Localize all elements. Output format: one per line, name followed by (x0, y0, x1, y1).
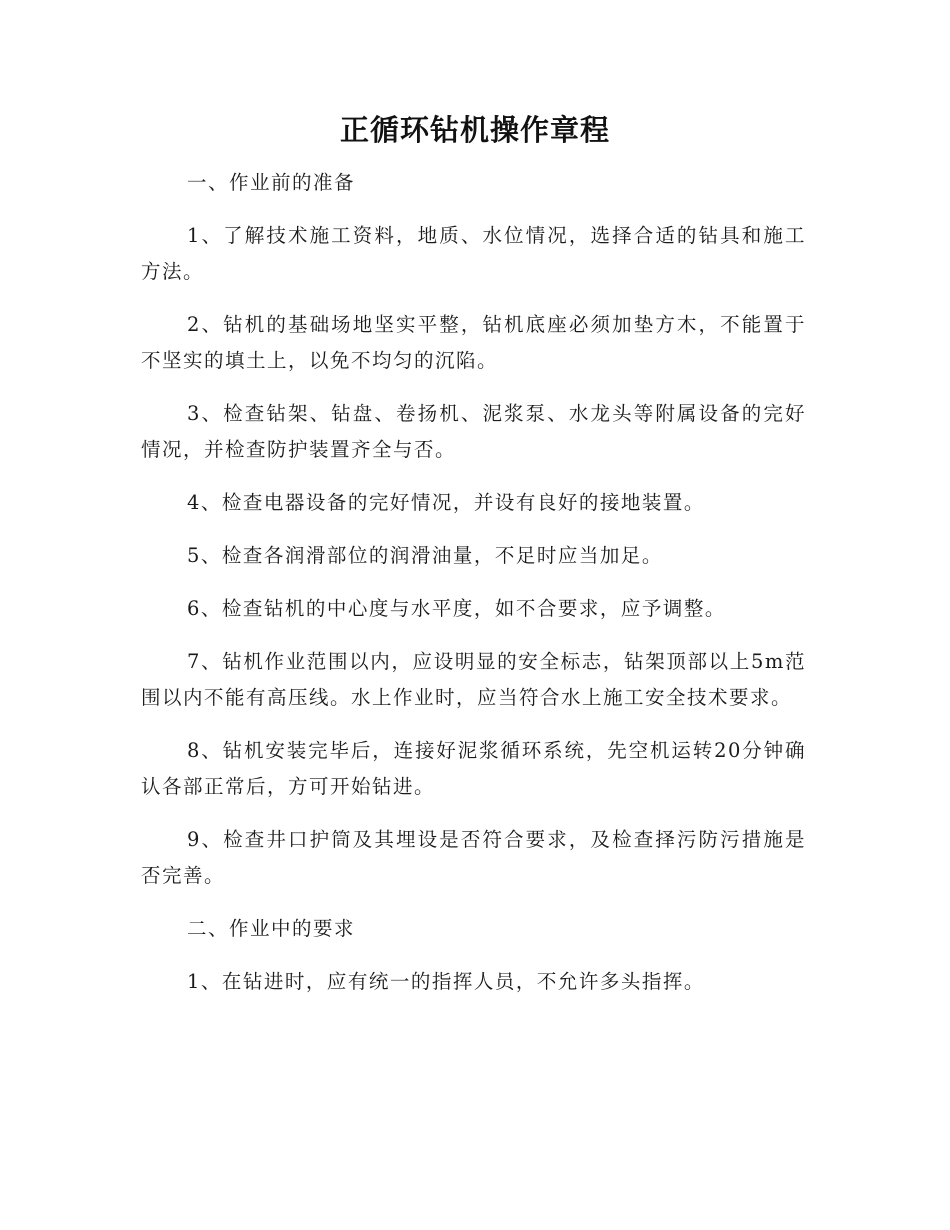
paragraph: 2、钻机的基础场地坚实平整，钻机底座必须加垫方木，不能置于不坚实的填土上，以免不均匀的沉陷。 (141, 313, 806, 372)
document-body (141, 165, 806, 1017)
paragraph: 9、检查井口护筒及其埋设是否符合要求，及检查择污防污措施是否完善。 (141, 828, 806, 887)
paragraph: 1、在钻进时，应有统一的指挥人员，不允许多头指挥。 (187, 970, 705, 993)
paragraph: 7、钻机作业范围以内，应设明显的安全标志，钻架顶部以上5m范围以内不能有高压线。水上作业时，应当符合水上施工安全技术要求。 (141, 650, 806, 709)
paragraph: 4、检查电器设备的完好情况，并设有良好的接地装置。 (187, 491, 705, 514)
paragraph: 8、钻机安装完毕后，连接好泥浆循环系统，先空机运转20分钟确认各部正常后，方可开始钻进。 (141, 739, 806, 798)
paragraph: 5、检查各润滑部位的润滑油量，不足时应当加足。 (187, 544, 663, 567)
paragraph: 1、了解技术施工资料，地质、水位情况，选择合适的钻具和施工方法。 (141, 224, 806, 283)
section-heading: 二、作业中的要求 (187, 917, 356, 940)
document-title: 正循环钻机操作章程 (339, 113, 610, 147)
paragraph: 3、检查钻架、钻盘、卷扬机、泥浆泵、水龙头等附属设备的完好情况，并检查防护装置齐全与否。 (141, 402, 806, 461)
section-heading: 一、作业前的准备 (187, 171, 356, 194)
paragraph: 6、检查钻机的中心度与水平度，如不合要求，应予调整。 (187, 597, 726, 620)
